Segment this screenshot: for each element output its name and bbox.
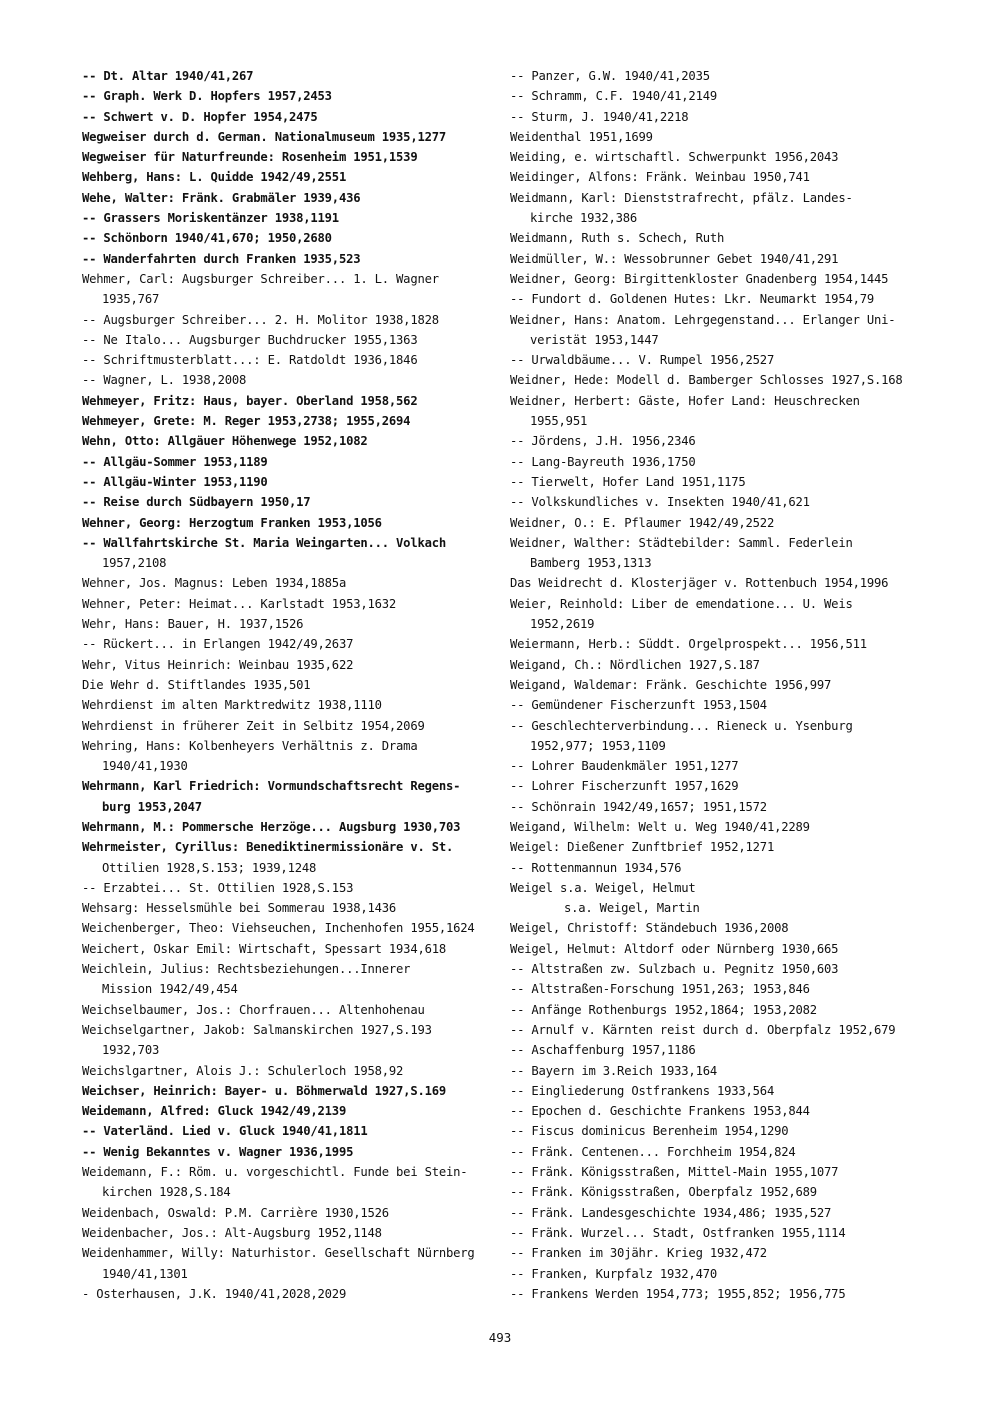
index-entry-line: Weidenthal 1951,1699 <box>510 129 653 144</box>
index-entry-line: -- Rückert... in Erlangen 1942/49,2637 <box>82 637 354 652</box>
index-entry-line: -- Eingliederung Ostfrankens 1933,564 <box>510 1083 775 1098</box>
index-entry-line: Wehner, Jos. Magnus: Leben 1934,1885a <box>82 576 347 591</box>
index-entry-line: -- Jördens, J.H. 1956,2346 <box>510 434 696 449</box>
index-entry-line: 1952,2619 <box>530 617 595 632</box>
index-entry-line: Weidner, Herbert: Gäste, Hofer Land: Heuschrecken <box>510 393 860 408</box>
index-entry-line: Weigel s.a. Weigel, Helmut <box>510 880 696 895</box>
index-entry-line: -- Fiscus dominicus Berenheim 1954,1290 <box>510 1124 789 1139</box>
index-entry-line: -- Panzer, G.W. 1940/41,2035 <box>510 69 710 83</box>
index-entry-line: Wehrmann, Karl Friedrich: Vormundschaftsrecht Regens- <box>82 779 461 794</box>
index-entry-line: 1955,951 <box>530 414 588 429</box>
index-entry-line: -- Vaterländ. Lied v. Gluck 1940/41,1811 <box>82 1124 368 1139</box>
index-entry-line: -- Epochen d. Geschichte Frankens 1953,844 <box>510 1104 810 1119</box>
index-entry-line: Wehe, Walter: Fränk. Grabmäler 1939,436 <box>82 190 361 205</box>
index-entry-line: -- Volkskundliches v. Insekten 1940/41,621 <box>510 495 810 510</box>
index-entry-line: -- Wenig Bekanntes v. Wagner 1936,1995 <box>82 1144 354 1159</box>
index-entry-line: Weigand, Waldemar: Fränk. Geschichte 1956,997 <box>510 677 832 692</box>
index-entry-line: -- Frankens Werden 1954,773; 1955,852; 1956,775 <box>510 1286 846 1301</box>
index-entry-line: -- Allgäu-Sommer 1953,1189 <box>82 454 268 469</box>
index-entry-line: kirchen 1928,S.184 <box>102 1185 231 1200</box>
index-entry-line: -- Fundort d. Goldenen Hutes: Lkr. Neumarkt 1954,79 <box>510 292 875 307</box>
index-entry-line: Wehring, Hans: Kolbenheyers Verhältnis z. Drama <box>82 738 418 753</box>
index-entry-line: Weigel: Dießener Zunftbrief 1952,1271 <box>510 840 775 855</box>
index-entry-line: Wehrmeister, Cyrillus: Benediktinermissionäre v. St. <box>82 840 454 855</box>
index-entry-line: Weier, Reinhold: Liber de emendatione... U. Weis <box>510 596 853 611</box>
index-entry-line: Weichert, Oskar Emil: Wirtschaft, Spessart 1934,618 <box>82 941 447 956</box>
index-entry-line: -- Fränk. Centenen... Forchheim 1954,824 <box>510 1144 796 1159</box>
index-entry-line: Weiermann, Herb.: Süddt. Orgelprospekt... 1956,511 <box>510 637 867 652</box>
index-entry-line: Weidinger, Alfons: Fränk. Weinbau 1950,741 <box>510 170 810 185</box>
index-entry-line: -- Reise durch Südbayern 1950,17 <box>82 495 311 510</box>
index-entry-line: Weidmann, Ruth s. Schech, Ruth <box>510 231 725 246</box>
index-entry-line: Weichser, Heinrich: Bayer- u. Böhmerwald 1927,S.169 <box>82 1083 447 1098</box>
index-entry-line: -- Franken, Kurpfalz 1932,470 <box>510 1266 717 1281</box>
index-entry-line: Weigand, Ch.: Nördlichen 1927,S.187 <box>510 657 760 672</box>
index-entry-line: Weichselbaumer, Jos.: Chorfrauen... Altenhohenau <box>82 1002 425 1017</box>
index-entry-line: -- Schramm, C.F. 1940/41,2149 <box>510 89 717 104</box>
index-entry-line: Weidemann, Alfred: Gluck 1942/49,2139 <box>82 1104 347 1119</box>
index-entry-line: Weidmüller, W.: Wessobrunner Gebet 1940/41,291 <box>510 251 839 266</box>
index-entry-line: Weigel, Helmut: Altdorf oder Nürnberg 1930,665 <box>510 941 839 956</box>
index-entry-line: -- Schönborn 1940/41,670; 1950,2680 <box>82 231 332 246</box>
index-entry-line: -- Grassers Moriskentänzer 1938,1191 <box>82 211 339 226</box>
index-entry-line: 1952,977; 1953,1109 <box>530 738 666 753</box>
index-entry-line: Weidmann, Karl: Dienststrafrecht, pfälz. Landes- <box>510 190 853 205</box>
index-entry-line: Weidner, Georg: Birgittenkloster Gnadenberg 1954,1445 <box>510 271 889 286</box>
index-entry-line: -- Allgäu-Winter 1953,1190 <box>82 474 268 489</box>
index-entry-line: -- Bayern im 3.Reich 1933,164 <box>510 1063 717 1078</box>
index-entry-line: 1957,2108 <box>102 556 167 571</box>
index-entry-line: -- Anfänge Rothenburgs 1952,1864; 1953,2082 <box>510 1002 817 1017</box>
index-entry-line: -- Lohrer Fischerzunft 1957,1629 <box>510 779 739 794</box>
index-entry-line: -- Schönrain 1942/49,1657; 1951,1572 <box>510 799 767 814</box>
index-entry-line: -- Augsburger Schreiber... 2. H. Molitor 1938,1828 <box>82 312 439 327</box>
index-entry-line: Wehmer, Carl: Augsburger Schreiber... 1. L. Wagner <box>82 271 439 286</box>
index-entry-line: 1935,767 <box>102 292 160 307</box>
index-entry-line: Wehr, Hans: Bauer, H. 1937,1526 <box>82 617 304 632</box>
index-entry-line: 1940/41,1930 <box>102 759 188 774</box>
page-number: 493 <box>488 1330 512 1345</box>
index-entry-line: -- Graph. Werk D. Hopfers 1957,2453 <box>82 89 332 104</box>
index-entry-line: -- Franken im 30jähr. Krieg 1932,472 <box>510 1246 767 1261</box>
index-entry-line: -- Wallfahrtskirche St. Maria Weingarten... Volkach <box>82 535 447 550</box>
index-entry-line: -- Altstraßen-Forschung 1951,263; 1953,846 <box>510 982 810 997</box>
index-entry-line: -- Dt. Altar 1940/41,267 <box>82 69 254 83</box>
index-entry-line: -- Lohrer Baudenkmäler 1951,1277 <box>510 759 739 774</box>
index-entry-line: Weigel, Christoff: Ständebuch 1936,2008 <box>510 921 789 936</box>
index-entry-line: Bamberg 1953,1313 <box>530 556 652 571</box>
index-entry-line: burg 1953,2047 <box>102 799 202 814</box>
left-column <box>82 66 500 1304</box>
index-entry-line: Weidner, Hede: Modell d. Bamberger Schlosses 1927,S.168 <box>510 373 903 388</box>
index-entry-line: 1940/41,1301 <box>102 1266 188 1281</box>
index-entry-line: Wehrdienst in früherer Zeit in Selbitz 1954,2069 <box>82 718 425 733</box>
index-entry-line: -- Urwaldbäume... V. Rumpel 1956,2527 <box>510 353 775 368</box>
index-entry-line: Weidner, O.: E. Pflaumer 1942/49,2522 <box>510 515 775 530</box>
index-entry-line: -- Rottenmannun 1934,576 <box>510 860 682 875</box>
index-entry-line: Weichslgartner, Alois J.: Schulerloch 1958,92 <box>82 1063 404 1078</box>
index-entry-line: Weiding, e. wirtschaftl. Schwerpunkt 1956,2043 <box>510 150 839 165</box>
index-entry-line: Die Wehr d. Stiftlandes 1935,501 <box>82 677 311 692</box>
index-entry-line: Das Weidrecht d. Klosterjäger v. Rottenbuch 1954,1996 <box>510 576 889 591</box>
index-entry-line: -- Schriftmusterblatt...: E. Ratdoldt 1936,1846 <box>82 353 418 368</box>
index-entry-line: Weidenbach, Oswald: P.M. Carrière 1930,1526 <box>82 1205 389 1220</box>
index-entry-line: Wehn, Otto: Allgäuer Höhenwege 1952,1082 <box>82 434 368 449</box>
index-entry-line: -- Schwert v. D. Hopfer 1954,2475 <box>82 109 318 124</box>
index-entry-line: Ottilien 1928,S.153; 1939,1248 <box>102 860 317 875</box>
index-entry-line: -- Fränk. Königsstraßen, Oberpfalz 1952,689 <box>510 1185 817 1200</box>
index-entry-line: Wehmeyer, Fritz: Haus, bayer. Oberland 1958,562 <box>82 393 418 408</box>
index-entry-line: -- Tierwelt, Hofer Land 1951,1175 <box>510 474 746 489</box>
index-entry-line: -- Wagner, L. 1938,2008 <box>82 373 247 388</box>
index-entry-line: Wehmeyer, Grete: M. Reger 1953,2738; 1955,2694 <box>82 414 411 429</box>
index-entry-line: Weigand, Wilhelm: Welt u. Weg 1940/41,2289 <box>510 819 810 834</box>
index-entry-line: Weidemann, F.: Röm. u. vorgeschichtl. Funde bei Stein- <box>82 1165 468 1180</box>
index-entry-line: -- Erzabtei... St. Ottilien 1928,S.153 <box>82 880 354 895</box>
index-entry-line: Wegweiser durch d. German. Nationalmuseum 1935,1277 <box>82 129 447 144</box>
index-entry-line: Weidenhammer, Willy: Naturhistor. Gesellschaft Nürnberg <box>82 1246 475 1261</box>
index-entry-line: -- Arnulf v. Kärnten reist durch d. Oberpfalz 1952,679 <box>510 1022 896 1037</box>
index-entry-line: -- Wanderfahrten durch Franken 1935,523 <box>82 251 361 266</box>
index-entry-line: Weidner, Walther: Städtebilder: Samml. Federlein <box>510 535 853 550</box>
index-entry-line: Wegweiser für Naturfreunde: Rosenheim 1951,1539 <box>82 150 418 165</box>
index-entry-line: Wehsarg: Hesselsmühle bei Sommerau 1938,1436 <box>82 901 397 916</box>
index-entry-line: Wehberg, Hans: L. Quidde 1942/49,2551 <box>82 170 347 185</box>
index-entry-line: Weichlein, Julius: Rechtsbeziehungen...Innerer <box>82 962 411 977</box>
index-entry-line: -- Lang-Bayreuth 1936,1750 <box>510 454 696 469</box>
index-entry-line: -- Ne Italo... Augsburger Buchdrucker 1955,1363 <box>82 332 418 347</box>
index-entry-line: Wehrdienst im alten Marktredwitz 1938,1110 <box>82 698 382 713</box>
index-entry-line: -- Sturm, J. 1940/41,2218 <box>510 109 689 124</box>
index-entry-line: - Osterhausen, J.K. 1940/41,2028,2029 <box>82 1286 347 1301</box>
index-entry-line: -- Fränk. Wurzel... Stadt, Ostfranken 1955,1114 <box>510 1225 846 1240</box>
index-entry-line: -- Altstraßen zw. Sulzbach u. Pegnitz 1950,603 <box>510 962 839 977</box>
index-entry-line: kirche 1932,386 <box>530 211 638 226</box>
index-entry-line: -- Fränk. Landesgeschichte 1934,486; 1935,527 <box>510 1205 832 1220</box>
index-entry-line: -- Aschaffenburg 1957,1186 <box>510 1043 696 1058</box>
index-entry-line: Wehner, Georg: Herzogtum Franken 1953,1056 <box>82 515 382 530</box>
index-entry-line: Weidenbacher, Jos.: Alt-Augsburg 1952,1148 <box>82 1225 382 1240</box>
index-entry-line: Weidner, Hans: Anatom. Lehrgegenstand... Erlanger Uni- <box>510 312 896 327</box>
index-entry-line: s.a. Weigel, Martin <box>564 901 700 916</box>
right-column <box>510 66 988 1304</box>
index-entry-line: Weichselgartner, Jakob: Salmanskirchen 1927,S.193 <box>82 1022 432 1037</box>
index-entry-line: -- Gemündener Fischerzunft 1953,1504 <box>510 698 767 713</box>
index-entry-line: Wehner, Peter: Heimat... Karlstadt 1953,1632 <box>82 596 397 611</box>
index-entry-line: veristät 1953,1447 <box>530 332 659 347</box>
index-entry-line: Wehr, Vitus Heinrich: Weinbau 1935,622 <box>82 657 354 672</box>
index-entry-line: Wehrmann, M.: Pommersche Herzöge... Augsburg 1930,703 <box>82 819 461 834</box>
index-entry-line: Weichenberger, Theo: Viehseuchen, Inchenhofen 1955,1624 <box>82 921 475 936</box>
index-entry-line: -- Geschlechterverbindung... Rieneck u. Ysenburg <box>510 718 853 733</box>
index-entry-line: 1932,703 <box>102 1043 160 1058</box>
index-entry-line: Mission 1942/49,454 <box>102 982 238 997</box>
index-entry-line: -- Fränk. Königsstraßen, Mittel-Main 1955,1077 <box>510 1165 839 1180</box>
